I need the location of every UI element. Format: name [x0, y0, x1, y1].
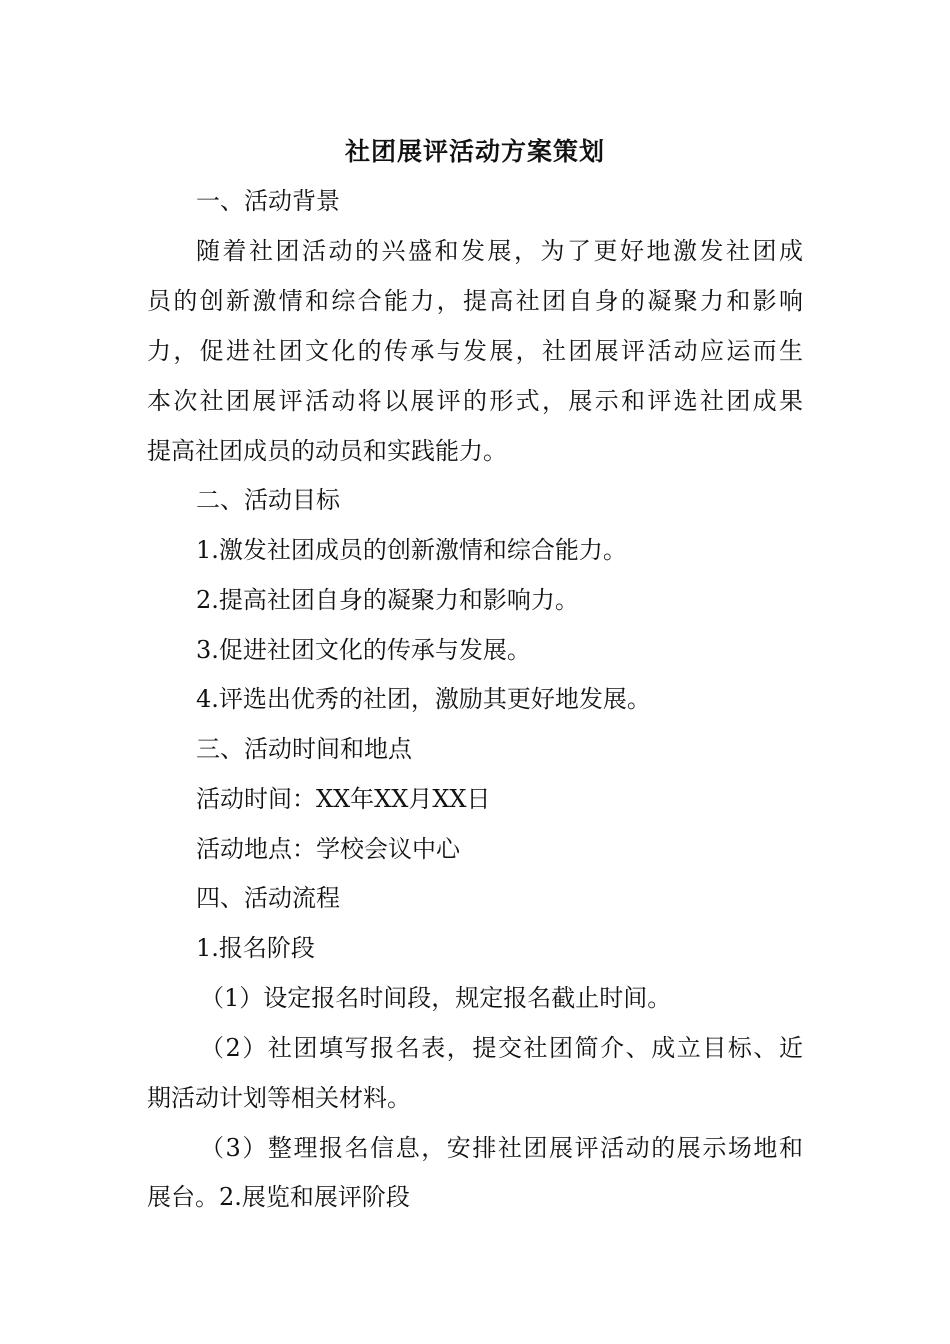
activity-time: 活动时间：XX年XX月XX日 — [196, 785, 491, 813]
section-heading-background: 一、活动背景 — [196, 187, 340, 215]
paragraph-line: 提高社团成员的动员和实践能力。 — [147, 437, 507, 465]
document-title: 社团展评活动方案策划 — [344, 137, 605, 166]
paragraph-line: 随着社团活动的兴盛和发展，为了更好地激发社团成 — [196, 237, 803, 265]
list-item: （2）社团填写报名表，提交社团简介、成立目标、近 — [200, 1034, 803, 1062]
list-item: 1.激发社团成员的创新激情和综合能力。 — [196, 536, 627, 564]
paragraph-line: 员的创新激情和综合能力，提高社团自身的凝聚力和影响 — [147, 287, 803, 315]
list-item: （1）设定报名时间段，规定报名截止时间。 — [200, 984, 672, 1012]
list-item: 1.报名阶段 — [196, 934, 315, 962]
list-item: 4.评选出优秀的社团，激励其更好地发展。 — [196, 685, 651, 713]
activity-location: 活动地点：学校会议中心 — [196, 835, 460, 863]
section-heading-goals: 二、活动目标 — [196, 486, 340, 514]
paragraph-line: 展台。2.展览和展评阶段 — [147, 1183, 410, 1211]
paragraph-line: 本次社团展评活动将以展评的形式，展示和评选社团成果 — [147, 387, 803, 415]
list-item: 2.提高社团自身的凝聚力和影响力。 — [196, 586, 579, 614]
paragraph-line: 力，促进社团文化的传承与发展，社团展评活动应运而生 — [147, 337, 803, 365]
section-heading-time-place: 三、活动时间和地点 — [196, 735, 412, 763]
list-item: 3.促进社团文化的传承与发展。 — [196, 636, 531, 664]
section-heading-process: 四、活动流程 — [196, 884, 340, 912]
list-item: （3）整理报名信息，安排社团展评活动的展示场地和 — [200, 1134, 803, 1162]
paragraph-line: 期活动计划等相关材料。 — [147, 1084, 411, 1112]
